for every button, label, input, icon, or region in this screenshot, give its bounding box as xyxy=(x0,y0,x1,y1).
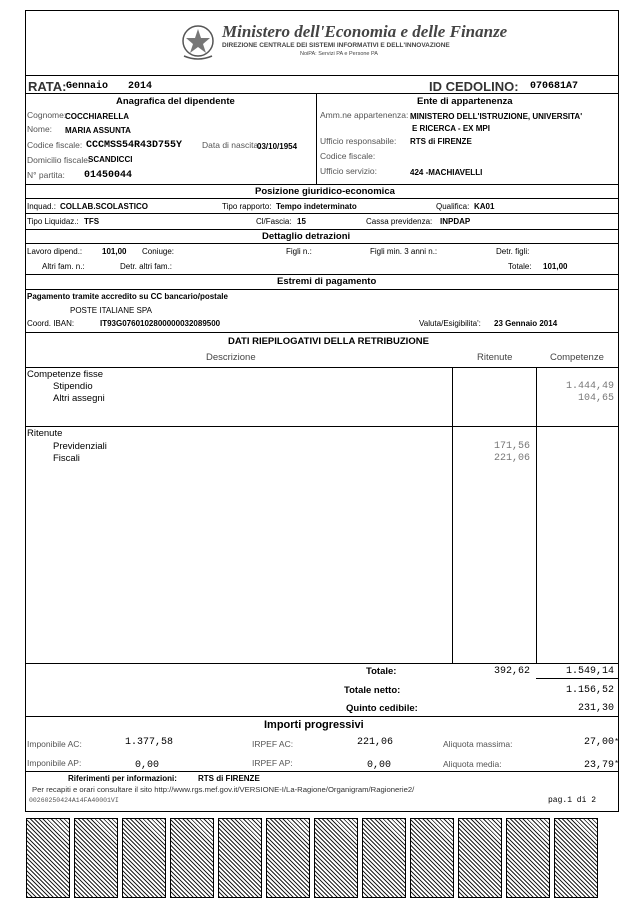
ente-title: Ente di appartenenza xyxy=(417,96,513,107)
totale-netto-value: 1.156,52 xyxy=(565,685,614,696)
amm-value-2: E RICERCA - EX MPI xyxy=(412,124,490,133)
valuta-value: 23 Gennaio 2014 xyxy=(494,319,558,328)
datamatrix-code-7 xyxy=(314,818,358,898)
stipendio-label: Stipendio xyxy=(53,381,93,392)
col-descrizione: Descrizione xyxy=(206,352,256,363)
altri-assegni-label: Altri assegni xyxy=(53,393,105,404)
cassa-value: INPDAP xyxy=(440,217,471,226)
datamatrix-code-3 xyxy=(122,818,166,898)
totale-ritenute: 392,62 xyxy=(493,666,530,677)
pagamento-title: Estremi di pagamento xyxy=(277,276,377,287)
partita-value: 01450044 xyxy=(84,170,133,181)
datamatrix-code-5 xyxy=(218,818,262,898)
uff-serv-label: Ufficio servizio: xyxy=(320,166,377,176)
totale-detr-label: Totale: xyxy=(508,262,532,271)
nome-value: MARIA ASSUNTA xyxy=(65,126,131,135)
datamatrix-code-10 xyxy=(458,818,502,898)
figli3-label: Figli min. 3 anni n.: xyxy=(370,247,438,256)
modalita-pagamento: Pagamento tramite accredito su CC bancario/postale xyxy=(27,292,228,301)
rata-year: 2014 xyxy=(128,81,153,92)
altri-fam-label: Altri fam. n.: xyxy=(42,262,85,271)
cf-value: CCCMSS54R43D755Y xyxy=(86,140,183,151)
irpef-ac-value: 221,06 xyxy=(357,737,394,748)
datamatrix-code-8 xyxy=(362,818,406,898)
irpef-ac-label: IRPEF AC: xyxy=(252,739,294,749)
iban-value: IT93G0760102800000032089500 xyxy=(100,319,221,328)
quinto-label: Quinto cedibile: xyxy=(346,703,418,714)
progressivi-title: Importi progressivi xyxy=(264,719,364,731)
aliq-max-value: 27,00 xyxy=(583,737,614,748)
riferimenti-value: RTS di FIRENZE xyxy=(198,774,260,783)
id-cedolino-label: ID CEDOLINO: xyxy=(429,79,519,94)
domicilio-value: SCANDICCI xyxy=(88,155,133,164)
amm-value-1: MINISTERO DELL'ISTRUZIONE, UNIVERSITA' xyxy=(410,112,583,121)
previdenziali-label: Previdenziali xyxy=(53,441,107,452)
datamatrix-code-2 xyxy=(74,818,118,898)
totale-label: Totale: xyxy=(366,666,397,677)
previdenziali-value: 171,56 xyxy=(493,441,530,452)
riferimenti-label: Riferimenti per informazioni: xyxy=(68,774,177,783)
lavoro-value: 101,00 xyxy=(102,247,127,256)
ritenute-heading: Ritenute xyxy=(27,428,63,439)
banca: POSTE ITALIANE SPA xyxy=(70,306,152,315)
datamatrix-code-11 xyxy=(506,818,550,898)
codice-documento: 00260250424A14FA40001VI xyxy=(29,797,119,804)
ministry-subtitle-2: NoiPA: Servizi PA e Persone PA xyxy=(300,51,378,57)
pagina: pag.1 di 2 xyxy=(548,796,597,805)
riepilogo-title: DATI RIEPILOGATIVI DELLA RETRIBUZIONE xyxy=(228,336,429,347)
aliq-media-label: Aliquota media: xyxy=(443,759,502,769)
inquad-value: COLLAB.SCOLASTICO xyxy=(60,202,148,211)
partita-label: N° partita: xyxy=(27,170,65,180)
totale-detr-value: 101,00 xyxy=(543,262,568,271)
anagrafica-title: Anagrafica del dipendente xyxy=(116,96,235,107)
rata-month: Gennaio xyxy=(66,81,109,92)
tipo-liq-value: TFS xyxy=(84,217,100,226)
competenze-fisse-heading: Competenze fisse xyxy=(27,369,104,380)
irpef-ap-label: IRPEF AP: xyxy=(252,758,293,768)
cassa-label: Cassa previdenza: xyxy=(366,217,433,226)
cl-value: 15 xyxy=(297,217,306,226)
cl-label: Cl/Fascia: xyxy=(256,217,292,226)
cognome-label: Cognome: xyxy=(27,110,67,120)
tipo-liq-label: Tipo Liquidaz.: xyxy=(27,217,79,226)
quinto-value: 231,30 xyxy=(577,703,614,714)
datamatrix-code-12 xyxy=(554,818,598,898)
inquad-label: Inquad.: xyxy=(27,202,56,211)
nascita-value: 03/10/1954 xyxy=(257,142,298,151)
cf-label: Codice fiscale: xyxy=(27,140,83,150)
cognome-value: COCCHIARELLA xyxy=(65,112,129,121)
tipo-rapp-value: Tempo indeterminato xyxy=(276,202,357,211)
lavoro-label: Lavoro dipend.: xyxy=(27,247,83,256)
domicilio-label: Domicilio fiscale: xyxy=(27,155,91,165)
figli-label: Figli n.: xyxy=(286,247,312,256)
datamatrix-code-4 xyxy=(170,818,214,898)
aliq-max-star: * xyxy=(615,737,619,746)
qualifica-label: Qualifica: xyxy=(436,202,470,211)
detr-figli-label: Detr. figli: xyxy=(496,247,530,256)
datamatrix-code-6 xyxy=(266,818,310,898)
posizione-title: Posizione giuridico-economica xyxy=(255,186,395,197)
stipendio-value: 1.444,49 xyxy=(565,381,614,392)
id-cedolino-value: 070681A7 xyxy=(530,81,579,92)
tipo-rapp-label: Tipo rapporto: xyxy=(222,202,272,211)
detrazioni-title: Dettaglio detrazioni xyxy=(262,231,351,242)
aliq-media-star: * xyxy=(615,759,619,768)
imp-ap-value: 0,00 xyxy=(135,760,160,771)
rata-label: RATA: xyxy=(28,79,67,94)
fiscali-value: 221,06 xyxy=(493,453,530,464)
col-competenze: Competenze xyxy=(550,352,604,363)
coniuge-label: Coniuge: xyxy=(142,247,175,256)
fiscali-label: Fiscali xyxy=(53,453,80,464)
datamatrix-code-1 xyxy=(26,818,70,898)
datamatrix-code-9 xyxy=(410,818,454,898)
altri-assegni-value: 104,65 xyxy=(577,393,614,404)
imp-ap-label: Imponibile AP: xyxy=(27,758,82,768)
col-ritenute: Ritenute xyxy=(477,352,513,363)
nascita-label: Data di nascita: xyxy=(202,140,261,150)
recapiti-text: Per recapiti e orari consultare il sito http://www.rgs.mef.gov.it/VERSIONE-I/La-Ragione/Organigram/Ragionerie2/ xyxy=(32,785,415,794)
ministry-title: Ministero dell'Economia e delle Finanze xyxy=(222,22,508,41)
totale-competenze: 1.549,14 xyxy=(565,666,614,677)
imp-ac-label: Imponibile AC: xyxy=(27,739,82,749)
imp-ac-value: 1.377,58 xyxy=(125,737,174,748)
iban-label: Coord. IBAN: xyxy=(27,319,75,328)
uff-serv-value: 424 -MACHIAVELLI xyxy=(410,168,483,177)
ministry-subtitle: DIREZIONE CENTRALE DEI SISTEMI INFORMATIVI E DELL'INNOVAZIONE xyxy=(222,42,450,49)
aliq-max-label: Aliquota massima: xyxy=(443,739,513,749)
amm-label: Amm.ne appartenenza: xyxy=(320,110,409,120)
uff-resp-label: Ufficio responsabile: xyxy=(320,136,397,146)
irpef-ap-value: 0,00 xyxy=(367,760,392,771)
totale-netto-label: Totale netto: xyxy=(344,685,401,696)
detr-altri-label: Detr. altri fam.: xyxy=(120,262,173,271)
ente-cf-label: Codice fiscale: xyxy=(320,151,376,161)
nome-label: Nome: xyxy=(27,124,53,134)
valuta-label: Valuta/Esigibilita': xyxy=(419,319,481,328)
uff-resp-value: RTS di FIRENZE xyxy=(410,137,472,146)
aliq-media-value: 23,79 xyxy=(583,760,614,771)
qualifica-value: KA01 xyxy=(474,202,495,211)
